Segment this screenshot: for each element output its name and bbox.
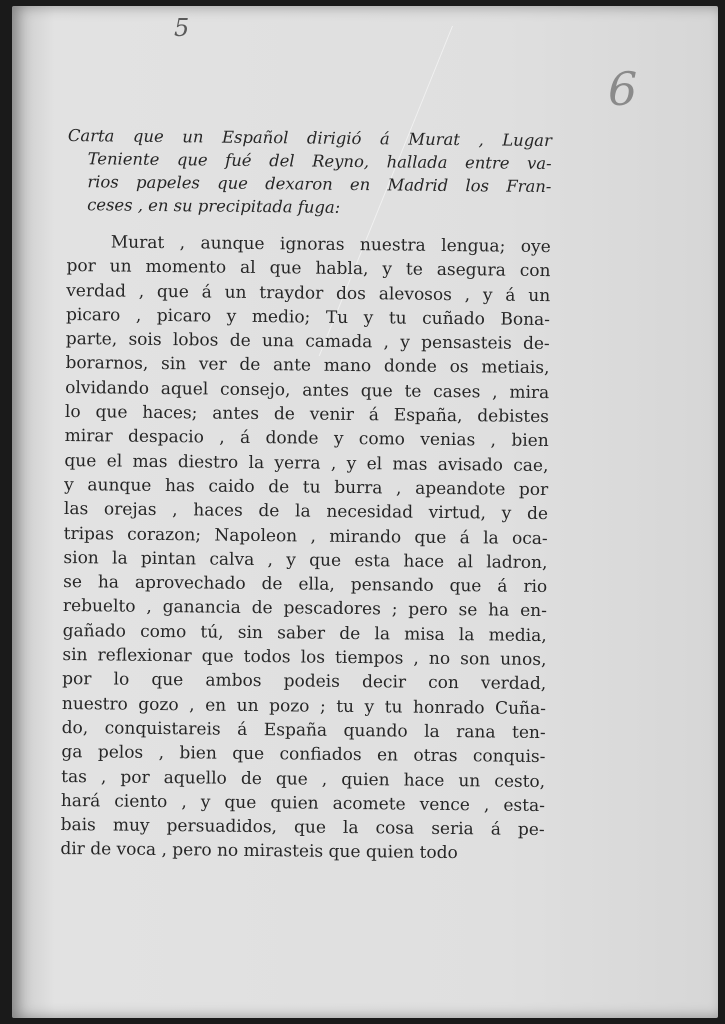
body-line: ga pelos , bien que confiados en otras conquis-: [61, 742, 546, 768]
body-line: lo que haces; antes de venir á España, debistes: [64, 402, 550, 428]
body-line: tripas corazon; Napoleon , mirando que á la oca-: [63, 523, 548, 549]
body-line: verdad , que á un traydor dos alevosos , y á un: [66, 280, 551, 306]
body-line: por un momento al que habla, y te asegura con: [66, 256, 551, 282]
body-line: y aunque has caido de tu burra , apeandote por: [64, 474, 549, 501]
body-line: Murat , aunque ignoras nuestra lengua; oye: [110, 232, 551, 258]
body-line: parte, sois lobos de una camada , y pensasteis de-: [65, 329, 550, 355]
letter-heading: [67, 124, 552, 221]
body-line: gañado como tú, sin saber de la misa la media,: [62, 620, 547, 646]
body-line: rebuelto , ganancia de pescadores ; pero se ha en-: [62, 596, 548, 622]
body-line: sin reflexionar que todos los tiempos , no son unos,: [62, 645, 547, 671]
heading-line: rios papeles que dexaron en Madrid los Fran-: [87, 172, 552, 197]
body-line: nuestro gozo , en un pozo ; tu y tu honrado Cuña-: [61, 693, 547, 719]
pencil-mark: 5: [174, 14, 190, 42]
body-line: mirar despacio , á donde y como venias , bien: [64, 426, 549, 452]
body-line: tas , por aquello de que , quien hace un cesto,: [61, 766, 546, 792]
body-line: que el mas diestro la yerra , y el mas avisado cae,: [64, 450, 549, 476]
body-line: borarnos, sin ver de ante mano donde os metiais,: [65, 353, 550, 379]
body-line: hará ciento , y que quien acomete vence , esta-: [60, 790, 545, 816]
body-line: bais muy persuadidos, que la cosa seria á pe-: [60, 815, 545, 841]
body-line: sion la pintan calva , y que esta hace al ladron,: [63, 547, 548, 573]
manuscript-page: [12, 6, 718, 1018]
page-number-handwritten: 6: [608, 62, 638, 116]
letter-body: [60, 230, 551, 867]
body-line: por lo que ambos podeis decir con verdad,: [62, 669, 547, 695]
heading-line: Carta que un Español dirigió á Murat , Lugar: [67, 125, 552, 151]
heading-line: ceses , en su precipitada fuga:: [87, 195, 341, 217]
body-line: picaro , picaro y medio; Tu y tu cuñado Bona-: [65, 304, 551, 330]
body-line: olvidando aquel consejo, antes que te cases , mira: [65, 377, 550, 403]
letter-text: [60, 124, 552, 867]
body-line: do, conquistareis á España quando la rana ten-: [61, 717, 546, 743]
body-line: se ha aprovechado de ella, pensando que á rio: [63, 572, 548, 598]
heading-line: Teniente que fué del Reyno, hallada entre va-: [87, 149, 552, 174]
body-line: dir de voca , pero no mirasteis que quien todo: [60, 839, 458, 864]
body-line: las orejas , haces de la necesidad virtud, y de: [63, 499, 549, 525]
